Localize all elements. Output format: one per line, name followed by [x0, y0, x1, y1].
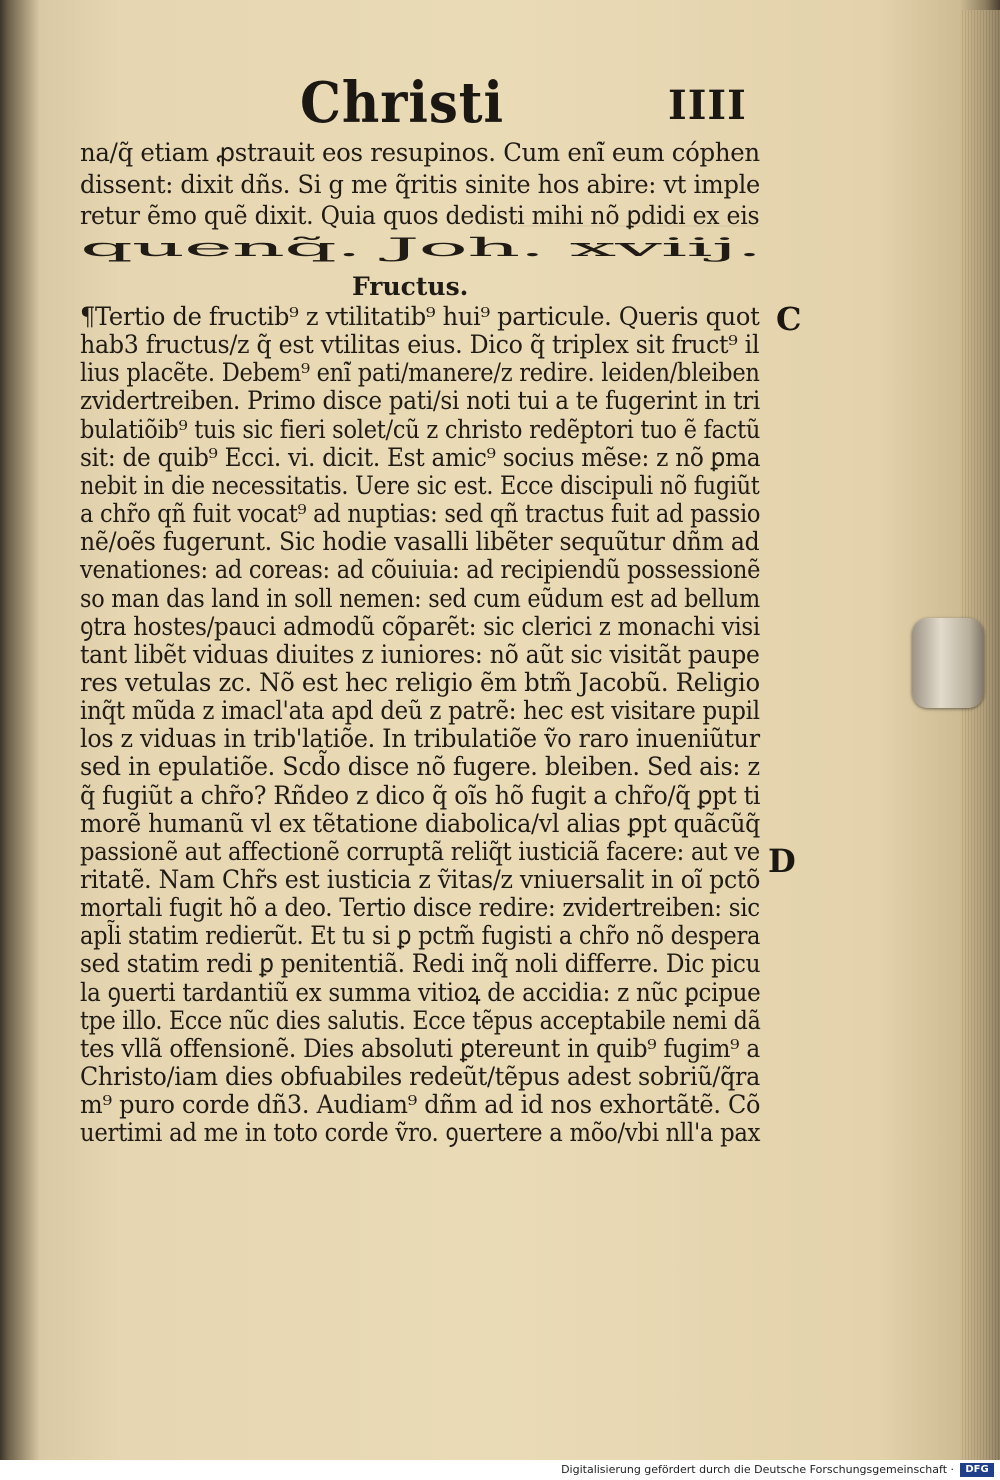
text-line: dissent: dixit dñs. Si g me q̃ritis sinite hos abire: vt imple: [80, 169, 760, 199]
text-line: so man das land in soll nemen: sed cum eũdum est ad bellum: [80, 583, 760, 613]
text-line: inq̃t mũda z imacl'ata apd deũ z patrẽ: hec est visitare pupil: [80, 696, 760, 726]
folio-number: IIII: [668, 82, 747, 129]
page-edge-stack: [960, 10, 1000, 1460]
text-line: mortali fugit hõ a deo. Tertio disce redire: zvidertreiben: sic: [80, 893, 760, 923]
text-line: m⁹ puro corde dñ3. Audiam⁹ dñm ad id nos exhortãtẽ. Cõ: [80, 1090, 761, 1120]
text-line: Christo/iam dies obfuabiles redeũt/tẽpus adest sobriũ/q̃ra: [80, 1062, 760, 1092]
footer-credit: Digitalisierung gefördert durch die Deutsche Forschungsgemeinschaft ·: [561, 1463, 954, 1476]
text-line: zvidertreiben. Primo disce pati/si noti tui a te fugerint in tri: [80, 386, 760, 416]
text-line: nebit in die necessitatis. Uere sic est. Ecce discipuli nõ fugiũt: [80, 470, 760, 500]
text-line: q̃ fugiũt a chr̃o? Rñdeo z dico q̃ oĩs hõ fugit a chr̃o/q̃ ꝑpt ti: [80, 780, 761, 810]
running-title: Christi: [300, 70, 504, 136]
text-line: quenq̃. Joh. xviij.: [80, 232, 762, 262]
text-line: tes vllã offensionẽ. Dies absoluti ꝑtereunt in quib⁹ fugim⁹ a: [80, 1033, 760, 1063]
text-line: ꝯtra hostes/pauci admodũ cõparẽt: sic clerici z monachi visi: [80, 611, 760, 641]
text-line: res vetulas zc. Nõ est hec religio ẽm btm̃ Jacobũ. Religio: [80, 667, 760, 697]
book-clasp: [912, 618, 984, 708]
text-line: na/q̃ etiam ꝓstrauit eos resupinos. Cum eni̇̃ eum cóphen: [80, 138, 760, 167]
text-line: morẽ humanũ vl ex tẽtatione diabolica/vl alias ꝑpt quãcũq̃: [80, 808, 761, 838]
text-line: retur ẽmo quẽ dixit. Quia quos dedisti mihi nõ ꝑdidi ex eis: [80, 201, 760, 230]
text-line: bulatiõib⁹ tuis sic fieri solet/cũ z christo redẽptori tuo ẽ factũ: [80, 414, 761, 444]
text-line: venationes: ad coreas: ad cõuiuia: ad recipiendũ possessionẽ: [80, 555, 761, 585]
text-line: ritatẽ. Nam Chr̃s est iusticia z ṽitas/z vniuersalit in oĩ pctõ: [80, 865, 761, 894]
text-line: a chr̃o qñ fuit vocat⁹ ad nuptias: sed qñ tractus fuit ad passio: [80, 499, 761, 529]
text-line: passionẽ aut affectionẽ corruptã reliq̃t iusticiã facere: aut ve: [80, 836, 760, 866]
text-line: lius placẽte. Debem⁹ eni̇̃ pati/manere/z redire. leiden/bleiben: [80, 358, 760, 388]
footer-bar: [0, 1460, 1000, 1480]
text-line: sed in epulatiõe. Scd̃o disce nõ fugere. bleiben. Sed ais: z: [80, 752, 760, 782]
text-line: uertimi ad me in toto corde ṽro. ꝯuertere a mõo/vbi nll'a pax: [80, 1118, 761, 1148]
text-line: los z viduas in trib'latiõe. In tribulatiõe ṽo raro inueniũtur: [80, 724, 760, 754]
text-line: tant libẽt viduas diuites z iuniores: nõ aũt sic visitãt paupe: [80, 639, 760, 669]
text-line: hab3 fructus/z q̃ est vtilitas eius. Dico q̃ triplex sit fruct⁹ il: [80, 330, 760, 360]
text-line: la ꝯuerti tardantiũ ex summa vitioꝝ de accidia: z nũc ꝑcipue: [80, 977, 761, 1007]
text-line: tpe illo. Ecce nũc dies salutis. Ecce tẽpus acceptabile nemi dã: [80, 1005, 761, 1035]
margin-letter-c: C: [776, 300, 802, 338]
text-line: sed statim redi ꝑ penitentiã. Redi inq̃ noli differre. Dic picu: [80, 949, 761, 979]
text-line: sit: de quib⁹ Ecci. vi. dicit. Est amic⁹ socius mẽse: z nõ ꝑma: [80, 442, 761, 472]
text-line: apl̃i statim redierũt. Et tu si ꝑ pctm̃ fugisti a chr̃o nõ despera: [80, 921, 761, 951]
dfg-logo: DFG: [960, 1463, 994, 1477]
text-line: ¶Tertio de fructib⁹ z vtilitatib⁹ hui⁹ particule. Queris quot: [80, 302, 760, 331]
text-line: nẽ/oẽs fugerunt. Sic hodie vasalli libẽter sequũtur dñm ad: [80, 527, 760, 557]
margin-letter-d: D: [768, 842, 796, 880]
section-heading: Fructus.: [352, 272, 469, 301]
